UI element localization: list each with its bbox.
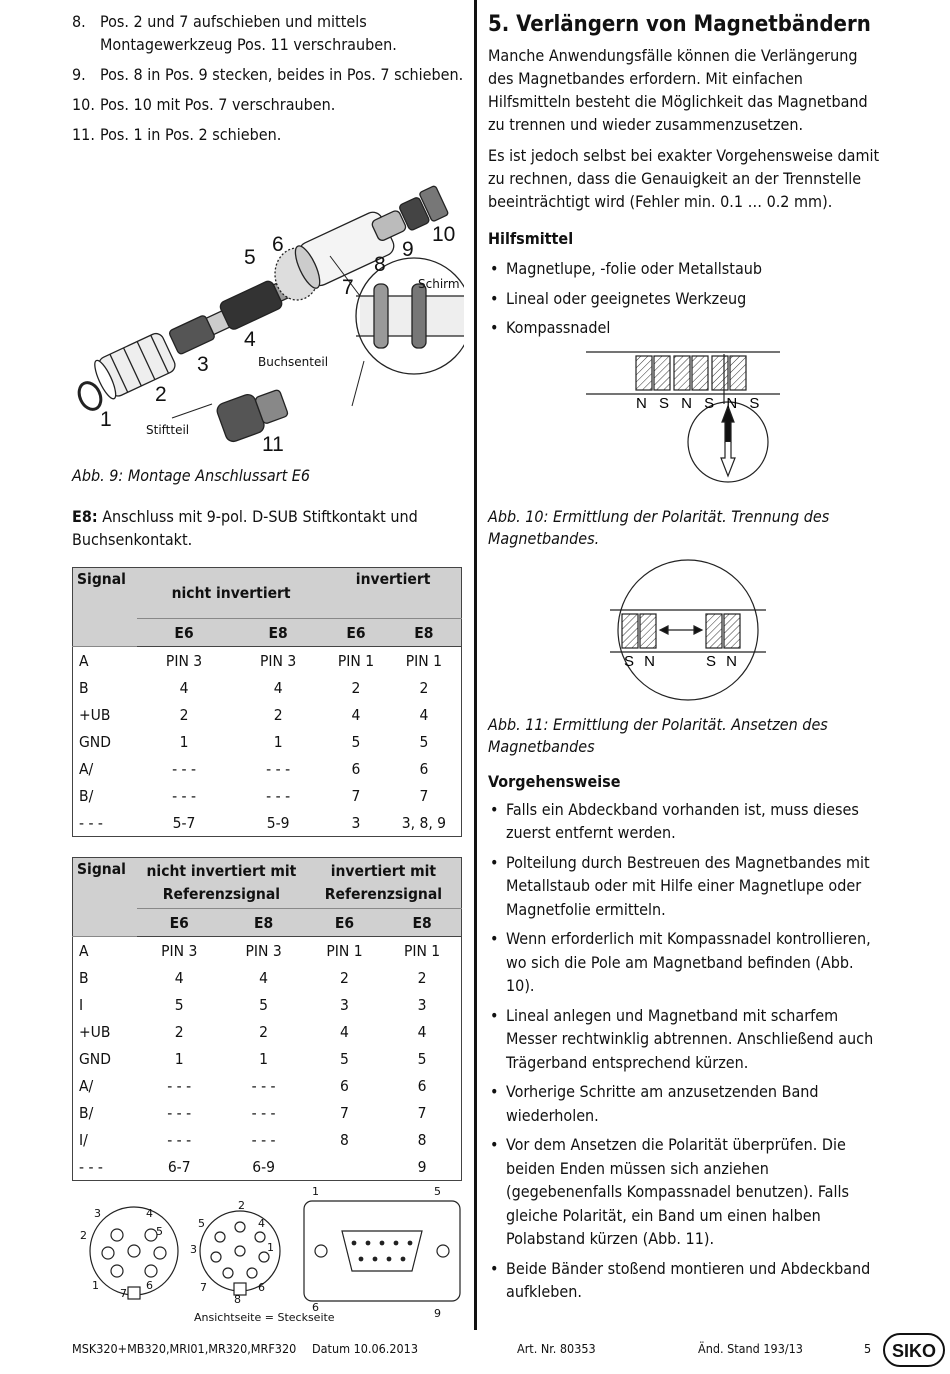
- step-number: 8.: [72, 12, 86, 31]
- list-item: • Magnetlupe, -folie oder Metallstaub: [488, 257, 880, 281]
- table-row: B 4 4 2 2: [79, 678, 429, 697]
- svg-text:3: 3: [190, 1243, 197, 1256]
- table-row: B/ - - - - - - 7 7: [79, 786, 429, 805]
- label-pos-4: 4: [244, 328, 256, 351]
- procedure-list: [488, 798, 880, 1304]
- list-item: • Kompassnadel: [488, 316, 880, 340]
- svg-text:4: 4: [258, 1217, 265, 1230]
- label-pos-5: 5: [244, 246, 256, 269]
- figure-9-caption: Abb. 9: Montage Anschlussart E6: [72, 466, 311, 485]
- table-row: I/ - - - - - - 8 8: [79, 1130, 427, 1149]
- table-row: B 4 4 2 2: [79, 968, 427, 987]
- label-pos-10: 10: [432, 223, 456, 246]
- svg-text:7: 7: [120, 1287, 127, 1300]
- table-row: GND 1 1 5 5: [79, 1049, 427, 1068]
- tools-heading: Hilfsmittel: [488, 229, 574, 248]
- footer-revision: Änd. Stand 193/13: [698, 1341, 803, 1356]
- svg-text:2: 2: [238, 1199, 245, 1212]
- table-row: B/ - - - - - - 7 7: [79, 1103, 427, 1122]
- tools-list: [488, 257, 880, 340]
- step-item: [72, 63, 464, 86]
- svg-text:1: 1: [312, 1187, 319, 1198]
- svg-text:1: 1: [267, 1241, 274, 1254]
- table-row: GND 1 1 5 5: [79, 732, 429, 751]
- svg-text:8: 8: [234, 1293, 241, 1306]
- label-buchsenteil: Buchsenteil: [258, 355, 329, 369]
- connector-pinouts: [72, 1187, 464, 1327]
- svg-text:5: 5: [156, 1225, 163, 1238]
- e8-label: E8:: [72, 507, 98, 526]
- pole-labels-right: S N: [706, 652, 741, 670]
- label-pos-8: 8: [374, 253, 386, 276]
- table-row: A/ - - - - - - 6 6: [79, 1076, 427, 1095]
- figure-10-caption: Abb. 10: Ermittlung der Polarität. Trennung des Magnetbandes.: [488, 506, 830, 548]
- step-item: [72, 10, 464, 56]
- svg-text:5: 5: [434, 1187, 441, 1198]
- section-heading: 5. Verlängern von Magnetbändern: [488, 12, 871, 37]
- table-row: +UB 2 2 4 4: [79, 1022, 427, 1041]
- svg-text:4: 4: [146, 1207, 153, 1220]
- table-header-signal: Signal: [73, 568, 138, 647]
- step-text: Pos. 10 mit Pos. 7 verschrauben.: [100, 95, 336, 114]
- label-pos-9: 9: [402, 238, 414, 261]
- label-pos-1: 1: [100, 408, 112, 431]
- svg-text:1: 1: [92, 1279, 99, 1292]
- svg-text:5: 5: [198, 1217, 205, 1230]
- label-stiftteil: Stiftteil: [146, 423, 190, 437]
- svg-text:6: 6: [258, 1281, 265, 1294]
- accuracy-paragraph: Es ist jedoch selbst bei exakter Vorgehensweise damit zu rechnen, dass die Genauigkeit an der Trennstelle beeinträchtigt wird (Fehler min. 0.1 … 0.2 mm).: [488, 146, 880, 211]
- table-header-group: invertiert: [325, 568, 461, 619]
- step-text: Pos. 8 in Pos. 9 stecken, beides in Pos. 7 schieben.: [100, 65, 464, 84]
- pole-labels: N S N S N S: [636, 394, 764, 412]
- page-number: 5: [864, 1341, 872, 1356]
- page-footer: [72, 1341, 880, 1356]
- table-row: A/ - - - - - - 6 6: [79, 759, 429, 778]
- svg-text:6: 6: [146, 1279, 153, 1292]
- list-item: • Wenn erforderlich mit Kompassnadel kontrollieren, wo sich die Pole am Magnetband befinden (Abb. 10).: [488, 927, 880, 998]
- step-number: 10.: [72, 95, 95, 114]
- svg-text:2: 2: [80, 1229, 87, 1242]
- siko-logo: [883, 1333, 945, 1371]
- pin-table-reference: [72, 857, 462, 1181]
- e8-paragraph: [72, 505, 464, 551]
- table-col-header: E6: [137, 909, 221, 937]
- footer-date: Datum 10.06.2013: [312, 1341, 418, 1356]
- right-column: [488, 10, 880, 1310]
- left-column: [72, 10, 464, 1331]
- label-pos-11: 11: [262, 433, 284, 456]
- step-number: 9.: [72, 65, 86, 84]
- step-item: [72, 123, 464, 146]
- table-col-header: E6: [325, 619, 387, 647]
- table-row: +UB 2 2 4 4: [79, 705, 429, 724]
- connector-exploded-drawing: [72, 156, 464, 461]
- assembly-steps: [72, 10, 464, 146]
- table-row: A PIN 3 PIN 3 PIN 1 PIN 1: [79, 941, 441, 960]
- connector-caption: Ansichtseite = Steckseite: [194, 1311, 335, 1324]
- table-col-header: E6: [137, 619, 231, 647]
- table-header-group: invertiert mit Referenzsignal: [306, 858, 462, 909]
- table-col-header: E8: [231, 619, 325, 647]
- footer-model: MSK320+MB320,MRI01,MR320,MRF320: [72, 1341, 297, 1356]
- table-col-header: E8: [387, 619, 462, 647]
- label-schirm: Schirm: [418, 277, 460, 291]
- list-item: • Lineal oder geeignetes Werkzeug: [488, 287, 880, 311]
- list-item: • Polteilung durch Bestreuen des Magnetbandes mit Metallstaub oder mit Hilfe einer Magnetlupe oder Magnetfolie ermitteln.: [488, 851, 880, 922]
- label-pos-7: 7: [342, 276, 354, 299]
- step-number: 11.: [72, 125, 95, 144]
- table-col-header: E8: [221, 909, 305, 937]
- list-item: • Falls ein Abdeckband vorhanden ist, muss dieses zuerst entfernt werden.: [488, 798, 880, 845]
- footer-article: Art. Nr. 80353: [517, 1341, 596, 1356]
- figure-11-joining: [488, 558, 880, 708]
- pole-labels-left: S N: [624, 652, 659, 670]
- table-col-header: E6: [306, 909, 383, 937]
- table-row: - - - 6-7 6-9 9: [79, 1157, 427, 1176]
- figure-9-assembly: [72, 156, 464, 461]
- step-text: Pos. 1 in Pos. 2 schieben.: [100, 125, 282, 144]
- list-item: • Vorherige Schritte am anzusetzenden Band wiederholen.: [488, 1080, 880, 1127]
- step-item: [72, 93, 464, 116]
- e8-text: Anschluss mit 9-pol. D-SUB Stiftkontakt und Buchsenkontakt.: [72, 507, 418, 549]
- list-item: • Beide Bänder stoßend montieren und Abdeckband aufkleben.: [488, 1257, 880, 1304]
- label-pos-3: 3: [197, 353, 209, 376]
- procedure-heading: Vorgehensweise: [488, 771, 621, 791]
- table-col-header: E8: [383, 909, 461, 937]
- svg-text:3: 3: [94, 1207, 101, 1220]
- step-text: Pos. 2 und 7 aufschieben und mittels Montagewerkzeug Pos. 11 verschrauben.: [100, 12, 397, 54]
- table-row: I 5 5 3 3: [79, 995, 427, 1014]
- svg-text:9: 9: [434, 1307, 441, 1320]
- table-header-signal: Signal: [73, 858, 138, 937]
- figure-10-polarity: [488, 346, 880, 496]
- label-pos-6: 6: [272, 233, 284, 256]
- label-pos-2: 2: [155, 383, 167, 406]
- column-divider: [474, 0, 477, 1330]
- list-item: • Vor dem Ansetzen die Polarität überprüfen. Die beiden Enden müssen sich anziehen (gegebenenfalls Kompassnadel benutzen). Falls gleiche Polarität, ein Band um einen halben Polabstand kürzen (Abb. 11).: [488, 1133, 880, 1251]
- figure-11-caption: Abb. 11: Ermittlung der Polarität. Ansetzen des Magnetbandes: [488, 714, 828, 756]
- pin-table-standard: [72, 567, 462, 837]
- intro-paragraph: Manche Anwendungsfälle können die Verlängerung des Magnetbandes erfordern. Mit einfachen Hilfsmitteln besteht die Möglichkeit das Magnetband zu trennen und wieder zusammenzusetzen.: [488, 46, 868, 134]
- table-row: A PIN 3 PIN 3 PIN 1 PIN 1: [79, 651, 443, 670]
- table-header-group: nicht invertiert mit Referenzsignal: [137, 858, 306, 909]
- table-header-group: nicht invertiert: [137, 568, 325, 619]
- svg-text:6: 6: [312, 1301, 319, 1314]
- list-item: • Lineal anlegen und Magnetband mit scharfem Messer rechtwinklig abtrennen. Anschließend auch Trägerband entsprechend kürzen.: [488, 1004, 880, 1075]
- svg-text:7: 7: [200, 1281, 207, 1294]
- table-row: - - - 5-7 5-9 3 3, 8, 9: [79, 813, 447, 832]
- svg-text:SIKO: SIKO: [891, 1341, 937, 1361]
